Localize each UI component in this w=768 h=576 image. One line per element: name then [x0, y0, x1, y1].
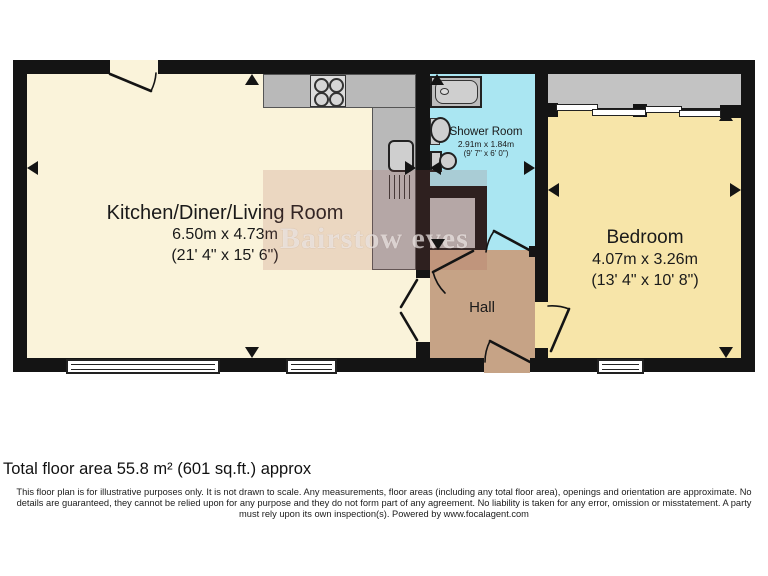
room-dims-imperial: (9' 7" x 6' 0") — [463, 149, 509, 158]
bifold-door-opening — [416, 278, 430, 342]
window-glass — [602, 364, 639, 370]
window-icon — [597, 359, 644, 374]
burner-icon — [329, 78, 344, 93]
measure-arrow-icon — [719, 347, 733, 358]
measure-arrow-icon — [430, 74, 444, 85]
room-dims-metric: 4.07m x 3.26m — [592, 251, 698, 268]
room-dims-metric: 6.50m x 4.73m — [172, 226, 278, 243]
room-name: Bedroom — [606, 227, 684, 248]
measure-arrow-icon — [524, 161, 535, 175]
room-name: Shower Room — [449, 126, 523, 138]
room-dims-metric: 2.91m x 1.84m — [457, 139, 515, 149]
room-name: Kitchen/Diner/Living Room — [106, 202, 344, 224]
bedroom-label — [545, 227, 745, 291]
room-name: Hall — [469, 299, 495, 316]
hob-icon — [310, 75, 346, 107]
measure-arrow-icon — [245, 74, 259, 85]
room-dims-imperial: (13' 4" x 10' 8") — [591, 272, 699, 289]
total-floor-area: Total floor area 55.8 m² (601 sq.ft.) approx — [3, 460, 312, 478]
hall-label — [432, 300, 532, 316]
measure-arrow-icon — [430, 161, 441, 175]
disclaimer-line: details are guaranteed, they cannot be relied upon for any purpose and they do not form part of any agreement. No liability is taken for any error, omission or misstatement. A party — [16, 498, 752, 508]
window-glass — [291, 364, 332, 370]
window-glass — [71, 364, 215, 370]
watermark: Bairstow eves — [280, 222, 469, 255]
front-door-opening — [110, 60, 158, 74]
sliding-door-icon — [592, 109, 646, 116]
sliding-door-icon — [679, 110, 721, 117]
measure-arrow-icon — [27, 161, 38, 175]
measure-arrow-icon — [431, 239, 445, 250]
entrance-door-opening — [484, 358, 530, 373]
bath-drain — [440, 88, 449, 95]
shower-room-label — [430, 126, 542, 158]
measure-arrow-icon — [548, 183, 559, 197]
measure-arrow-icon — [405, 161, 416, 175]
window-icon — [66, 359, 220, 374]
measure-arrow-icon — [730, 183, 741, 197]
room-dims-imperial: (21' 4" x 15' 6") — [171, 247, 279, 264]
bedroom-door-opening — [535, 302, 548, 348]
disclaimer-line: must rely upon its own inspection(s). Powered by www.focalagent.com — [239, 509, 529, 519]
disclaimer-line: This floor plan is for illustrative purposes only. It is not drawn to scale. Any measurements, floor areas (including any total floor area), openings and orientation are approximate. No — [16, 487, 752, 497]
measure-arrow-icon — [245, 347, 259, 358]
window-icon — [286, 359, 337, 374]
sliding-door-icon — [645, 106, 682, 113]
measure-arrow-icon — [719, 110, 733, 121]
burner-icon — [329, 92, 344, 107]
burner-icon — [314, 92, 329, 107]
burner-icon — [314, 78, 329, 93]
